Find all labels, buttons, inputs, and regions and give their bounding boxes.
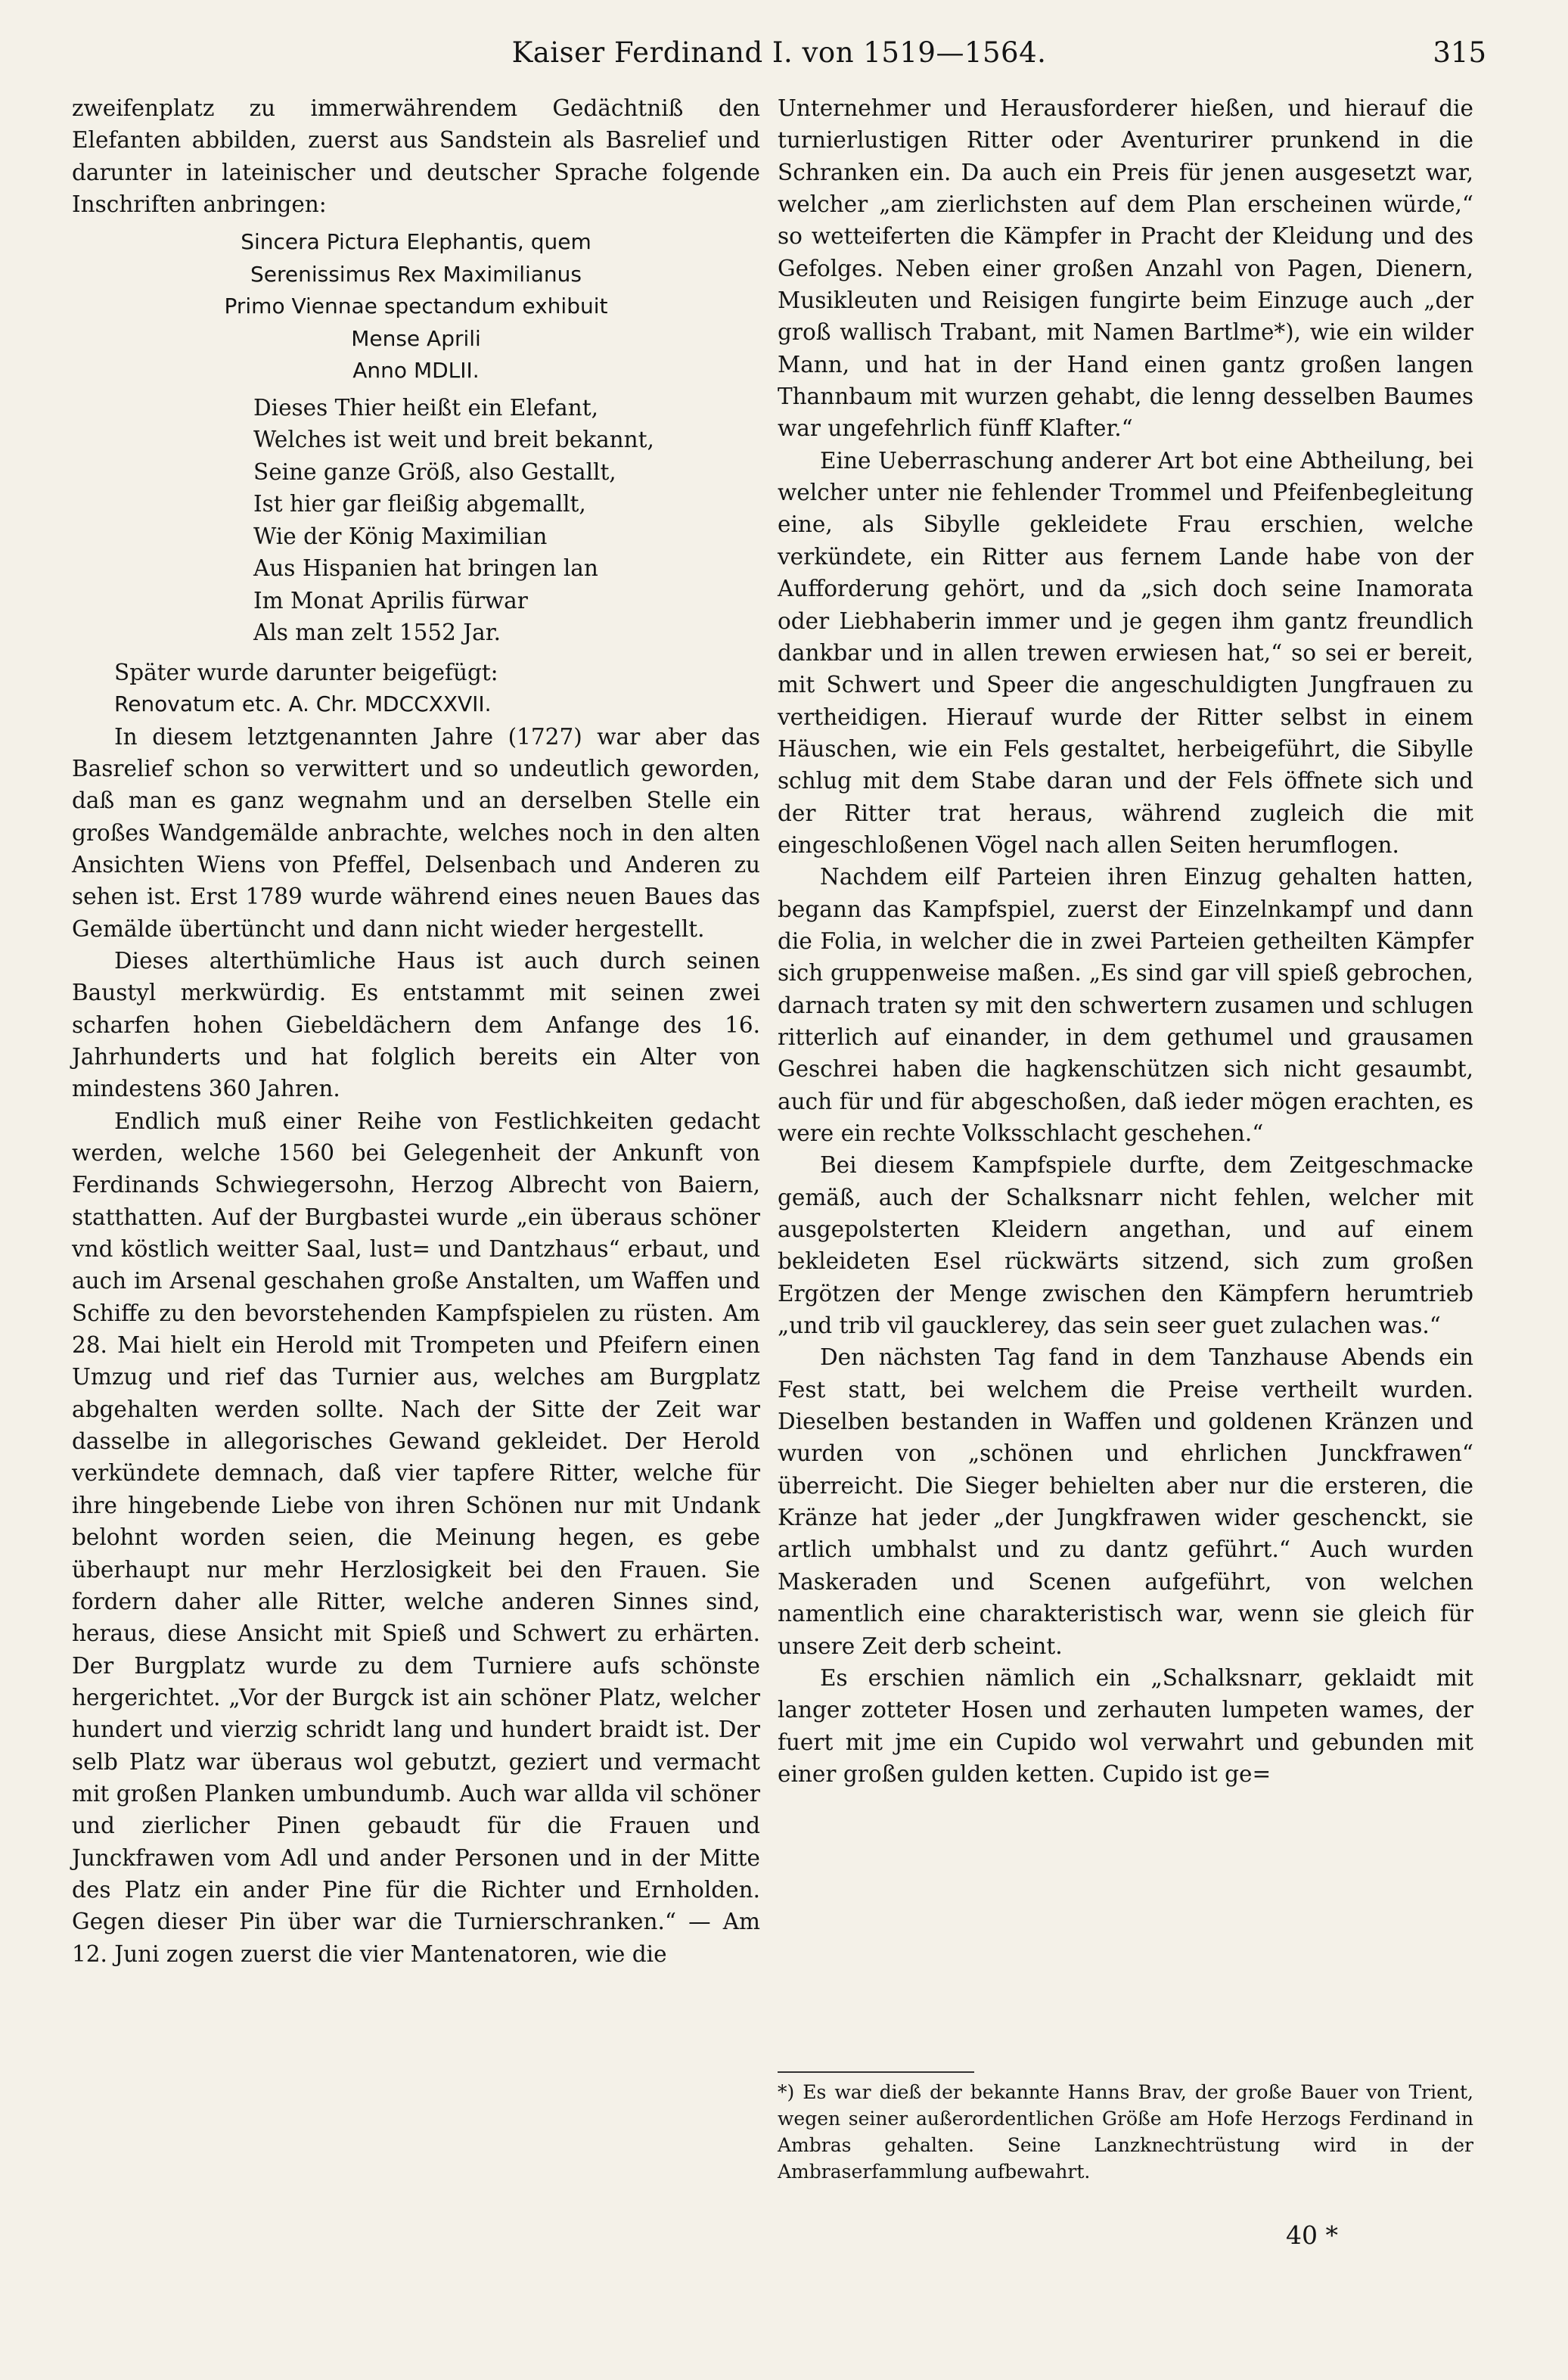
paragraph: Es erschien nämlich ein „Schalksnarr, geklaidt mit langer zotteter Hosen und zerhauten lumpeten wames, der fuert mit jme ein Cupido wol verwahrt und gebunden mit einer großen gulden ketten. Cupido ist ge=	[778, 1664, 1473, 1787]
paragraph: In diesem letztgenannten Jahre (1727) war aber das Basrelief schon so verwittert und so undeutlich geworden, daß man es ganz wegnahm und an derselben Stelle ein großes Wandgemälde anbrachte, welches noch in den alten Ansichten Wiens von Pfeffel, Delsenbach und Anderen zu sehen ist. Erst 1789 wurde während eines neuen Baues das Gemälde übertüncht und dann nicht wieder hergestellt.	[72, 723, 760, 942]
page-header	[72, 36, 1486, 82]
paragraph: Endlich muß einer Reihe von Festlichkeiten gedacht werden, welche 1560 bei Gelegenheit der Ankunft von Ferdinands Schwiegersohn, Herzog Albrecht von Baiern, statthatten. Auf der Burgbastei wurde „ein überaus schöner vnd köstlich weitter Saal, lust= und Dantzhaus“ erbaut, und auch im Arsenal geschahen große Anstalten, um Waffen und Schiffe zu den bevorstehenden Kampfspielen zu rüsten. Am 28. Mai hielt ein Herold mit Trompeten und Pfeifern einen Umzug und rief das Turnier aus, welches am Burgplatz abgehalten werden sollte. Nach der Sitte der Zeit war dasselbe in allegorisches Gewand gekleidet. Der Herold verkündete demnach, daß vier tapfere Ritter, welche für ihre hingebende Liebe von ihren Schönen nur mit Undank belohnt worden seien, die Meinung hegen, es gebe überhaupt nur mehr Herzlosigkeit bei den Frauen. Sie fordern daher alle Ritter, welche anderen Sinnes sind, heraus, diese Ansicht mit Spieß und Schwert zu erhärten. Der Burgplatz wurde zu dem Turniere aufs schönste hergerichtet. „Vor der Burgck ist ain schöner Platz, welcher hundert und vierzig schridt lang und hundert braidt ist. Der selb Platz war überaus wol gebutzt, geziert und vermacht mit großen Planken umbundumb. Auch war allda vil schöner und zierlicher Pinen gebaudt für die Frauen und Junckfrawen vom Adl und ander Personen und in der Mitte des Platz ein ander Pine für die Richter und Ernholden. Gegen dieser Pin über war die Turnierschranken.“ — Am 12. Juni zogen zuerst die vier Mantenatoren, wie die	[72, 1108, 760, 1967]
paragraph: Nachdem eilf Parteien ihren Einzug gehalten hatten, begann das Kampfspiel, zuerst der Einzelnkampf und dann die Folia, in welcher die in zwei Parteien getheilten Kämpfer sich gruppenweise maßen. „Es sind gar vill spieß gebrochen, darnach traten sy mit den schwertern zusamen und schlugen ritterlich auf einander, in dem gethumel und grausamen Geschrei haben die hagkenschützen sich nicht gesaumbt, auch für und für abgeschoßen, daß ieder mögen erachten, es were ein rechte Volksschlacht geschehen.“	[778, 864, 1473, 1146]
paragraph: Eine Ueberraschung anderer Art bot eine Abtheilung, bei welcher unter nie fehlender Trommel und Pfeifenbegleitung eine, als Sibylle gekleidete Frau erschien, welche verkündete, ein Ritter aus fernem Lande habe von der Aufforderung gehört, und da „sich doch seine Inamorata oder Liebhaberin immer und je gegen ihm gantz freundlich dankbar und in allen trewen erwiesen hat,“ so sei er bereit, mit Schwert und Speer die angeschuldigten Jungfrauen zu vertheidigen. Hierauf wurde der Ritter selbst in einem Häuschen, wie ein Fels gestaltet, herbeigeführt, die Sibylle schlug mit dem Stabe daran und der Fels öffnete sich und der Ritter trat heraus, während zugleich die mit eingeschloßenen Vögel nach allen Seiten herumflogen.	[778, 447, 1473, 858]
renovatum-line: Renovatum etc. A. Chr. MDCCXXVII.	[114, 691, 492, 717]
running-title: Kaiser Ferdinand I. von 1519—1564.	[511, 36, 1047, 69]
footnote-divider	[778, 2071, 974, 2073]
inscription-line: Serenissimus Rex Maximilianus	[250, 261, 582, 287]
poem-line: Dieses Thier heißt ein Elefant,	[253, 394, 598, 421]
paragraph: Unternehmer und Herausforderer hießen, und hierauf die turnierlustigen Ritter oder Aventurirer prunkend in die Schranken ein. Da auch ein Preis für jenen ausgesetzt war, welcher „am zierlichsten auf dem Plan erscheinen würde,“ so wetteiferten die Kämpfer in Pracht der Kleidung und des Gefolges. Neben einer großen Anzahl von Pagen, Dienern, Musikleuten und Reisigen fungirte beim Einzuge auch „der groß wallisch Trabant, mit Namen Bartlme*), wie ein wilder Mann, und hat in der Hand einen gantz großen langen Thannbaum mit wurzen gehabt, die lenng desselben Baumes war ungefehrlich fünff Klafter.“	[778, 95, 1473, 442]
poem-line: Als man zelt 1552 Jar.	[253, 620, 501, 646]
latin-inscription	[72, 226, 760, 387]
poem-line: Welches ist weit und breit bekannt,	[253, 427, 654, 453]
paragraph: Dieses alterthümliche Haus ist auch durch seinen Baustyl merkwürdig. Es entstammt mit seinen zwei scharfen hohen Giebeldächern dem Anfange des 16. Jahrhunderts und hat folglich bereits ein Alter von mindestens 360 Jahren.	[72, 947, 760, 1102]
paragraph: Den nächsten Tag fand in dem Tanzhause Abends ein Fest statt, bei welchem die Preise vertheilt wurden. Dieselben bestanden in Waffen und goldenen Kränzen und wurden von „schönen und ehrlichen Junckfrawen“ überreicht. Die Sieger behielten aber nur die ersteren, die Kränze hat jeder „der Jungkfrawen wider geschenckt, sie artlich umbhalst und zu dantz geführt.“ Auch wurden Maskeraden und Scenen aufgeführt, von welchen namentlich eine charakteristisch war, wenn sie gleich für unsere Zeit derb scheint.	[778, 1344, 1473, 1659]
poem-line: Seine ganze Größ, also Gestallt,	[253, 458, 616, 485]
german-inscription	[253, 392, 760, 649]
paragraph: zweifenplatz zu immerwährendem Gedächtniß den Elefanten abbilden, zuerst aus Sandstein als Basrelief und darunter in lateinischer und deutscher Sprache folgende Inschriften anbringen:	[72, 95, 760, 218]
inscription-line: Anno MDLII.	[352, 358, 480, 384]
poem-line: Aus Hispanien hat bringen lan	[253, 555, 598, 582]
inscription-line: Primo Viennae spectandum exhibuit	[224, 294, 608, 319]
poem-line: Ist hier gar fleißig abgemallt,	[253, 491, 586, 517]
paragraph: Später wurde darunter beigefügt:	[114, 659, 498, 685]
paragraph: Bei diesem Kampfspiele durfte, dem Zeitgeschmacke gemäß, auch der Schalksnarr nicht fehlen, welcher mit ausgepolsterten Kleidern angethan, und auf einem bekleideten Esel rückwärts sitzend, sich zum großen Ergötzen der Menge zwischen den Kämpfern herumtrieb „und trib vil gaucklerey, das sein seer guet zulachen was.“	[778, 1152, 1473, 1339]
footnote: *) Es war dieß der bekannte Hanns Brav, der große Bauer von Trient, wegen seiner außerordentlichen Größe am Hofe Herzogs Ferdinand in Ambras gehalten. Seine Lanzknechtrüstung wird in der Ambraserfammlung aufbewahrt.	[778, 2081, 1473, 2183]
poem-line: Im Monat Aprilis fürwar	[253, 587, 528, 614]
page-number: 315	[1433, 36, 1486, 69]
inscription-line: Sincera Pictura Elephantis, quem	[241, 229, 591, 255]
right-column	[778, 92, 1473, 1790]
left-column	[72, 92, 760, 1970]
poem-line: Wie der König Maximilian	[253, 523, 548, 549]
signature-mark: 40 *	[1286, 2220, 1338, 2250]
inscription-line: Mense Aprili	[351, 325, 481, 351]
